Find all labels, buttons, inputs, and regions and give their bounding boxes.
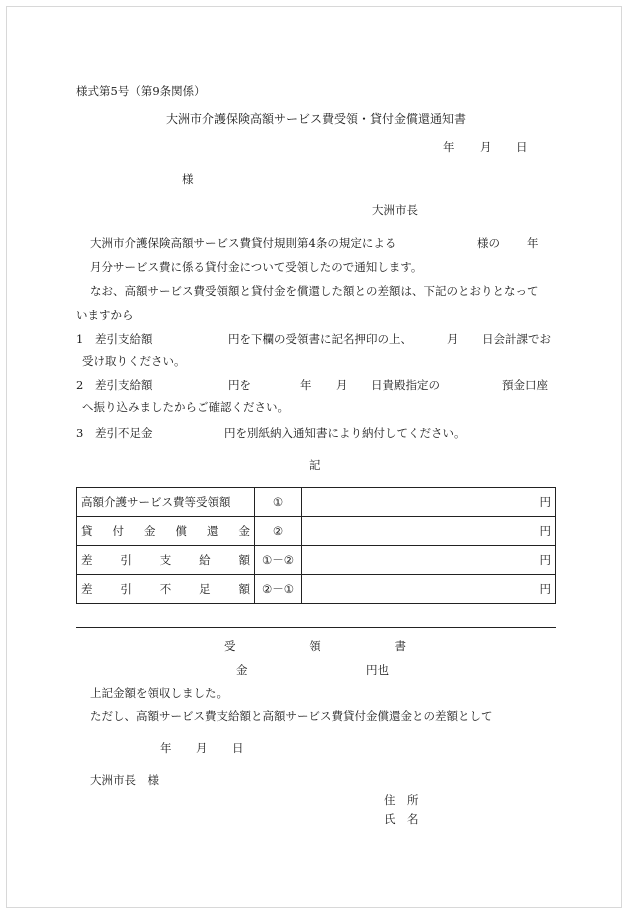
row-label-char: 付 [112, 524, 124, 538]
row-label-char: 支 [159, 553, 172, 567]
item-1-text-2: 日会計課でお [482, 332, 551, 346]
row-label-chars [81, 581, 250, 597]
name-label: 氏 名 [384, 812, 419, 826]
item-2-continuation: へ振り込みましたからご確認ください。 [82, 400, 289, 414]
item-1-label: 差引支給額 [95, 332, 153, 346]
body-line-2: 月分サービス費に係る貸付金について受領したので通知します。 [90, 260, 423, 274]
receipt-date-month: 月 [196, 741, 208, 755]
receipt-title-char: 書 [394, 639, 406, 653]
row-label-char: 引 [120, 553, 132, 567]
row-label-char: 給 [199, 553, 211, 567]
receipt-line-2: ただし、高額サービス費支給額と高額サービス費貸付金償還金との差額として [90, 709, 493, 723]
row-label [77, 546, 255, 575]
form-number: 様式第5号（第9条関係） [76, 84, 206, 98]
row-label-char: 貸 [81, 524, 93, 538]
item-3-label: 差引不足金 [95, 426, 153, 440]
row-amount[interactable]: 円 [302, 546, 556, 575]
item-2-month: 月 [336, 378, 348, 392]
row-amount[interactable]: 円 [302, 575, 556, 604]
table-row [77, 546, 556, 575]
item-1-month: 月 [447, 332, 459, 346]
row-label-chars [81, 552, 250, 568]
date-year: 年 [443, 140, 455, 154]
row-label [77, 575, 255, 604]
table-row [77, 488, 556, 517]
table-row [77, 517, 556, 546]
row-label-char: 金 [238, 524, 250, 538]
item-3-text: 円を別紙納入通知書により納付してください。 [224, 426, 466, 440]
row-label-char: 額 [238, 582, 250, 596]
body-line-1: 大洲市介護保険高額サービス費貸付規則第4条の規定による [90, 236, 397, 250]
row-label-char: 不 [159, 582, 172, 596]
row-label [77, 517, 255, 546]
address-label: 住 所 [384, 793, 419, 807]
date-month: 月 [480, 140, 492, 154]
item-1-text: 円を下欄の受領書に記名押印の上、 [228, 332, 412, 346]
receipt-title-char: 受 [224, 639, 236, 653]
receipt-date-year: 年 [160, 741, 172, 755]
receipt-line-1: 上記金額を領収しました。 [90, 686, 228, 700]
issuer-name: 大洲市長 [372, 203, 418, 217]
receipt-title [224, 641, 406, 653]
receipt-title-char: 領 [309, 639, 321, 653]
row-label-char: 還 [207, 524, 219, 538]
row-amount[interactable]: 円 [302, 517, 556, 546]
body-line-1-year: 年 [527, 236, 539, 250]
receipt-kin: 金 [236, 663, 248, 677]
row-label-char: 額 [238, 553, 250, 567]
row-label-char: 償 [175, 524, 187, 538]
table-row [77, 575, 556, 604]
body-line-4: いますから [76, 308, 134, 322]
body-line-3: なお、高額サービス費受領額と貸付金を償還した額との差額は、下記のとおりとなって [90, 284, 539, 298]
receipt-date-day: 日 [232, 741, 244, 755]
row-amount[interactable]: 円 [302, 488, 556, 517]
document-title: 大洲市介護保険高額サービス費受領・貸付金償還通知書 [166, 112, 467, 126]
row-label-char: 差 [81, 553, 93, 567]
row-label [77, 488, 255, 517]
item-1-number: 1 [76, 332, 84, 346]
item-2-number: 2 [76, 378, 84, 392]
row-label-char: 差 [81, 582, 93, 596]
item-2-text: 日貴殿指定の [371, 378, 440, 392]
row-label-char: 足 [199, 582, 211, 596]
date-day: 日 [516, 140, 528, 154]
row-label-char: 金 [144, 524, 156, 538]
row-number: ② [255, 517, 302, 546]
item-3-number: 3 [76, 426, 84, 440]
row-label-chars [81, 523, 250, 539]
item-2-year: 年 [300, 378, 312, 392]
row-label-chars [81, 494, 250, 510]
addressee-sama: 様 [182, 172, 194, 186]
row-number: ① [255, 488, 302, 517]
row-number: ②－① [255, 575, 302, 604]
item-2-account: 預金口座 [502, 378, 548, 392]
row-label-text: 高額介護サービス費等受領額 [81, 495, 231, 509]
amount-table [76, 487, 556, 604]
item-2-label: 差引支給額 [95, 378, 153, 392]
row-number: ①－② [255, 546, 302, 575]
receipt-divider [76, 627, 556, 628]
receipt-yen-nari: 円也 [366, 663, 389, 677]
ki-heading: 記 [309, 458, 321, 472]
receipt-addressee: 大洲市長 様 [90, 773, 159, 787]
item-1-continuation: 受け取りください。 [82, 354, 186, 368]
row-label-char: 引 [120, 582, 132, 596]
body-line-1-sama: 様の [477, 236, 500, 250]
item-2-yen: 円を [228, 378, 251, 392]
